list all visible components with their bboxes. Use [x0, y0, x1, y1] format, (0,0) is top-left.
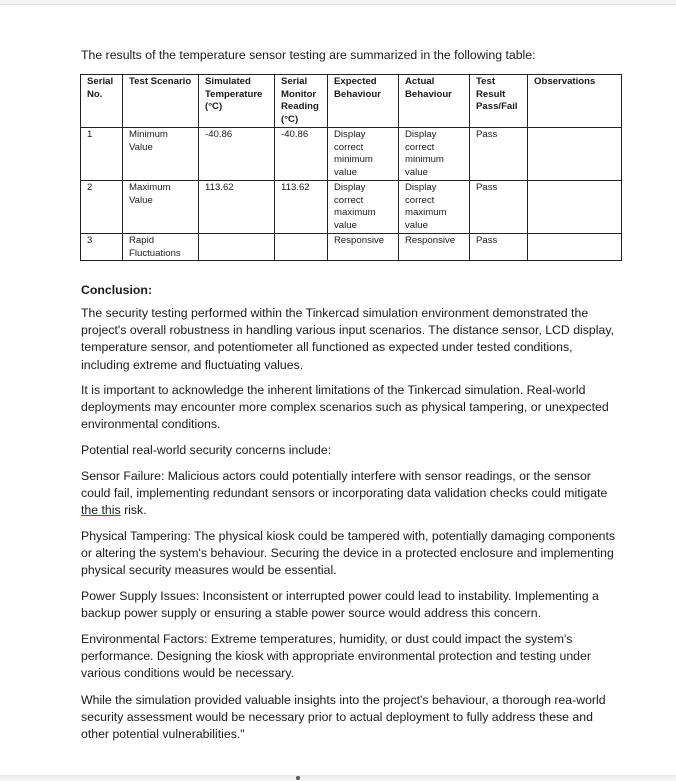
table-cell: Display correct maximum value	[328, 181, 399, 234]
header-expected-behaviour: Expected Behaviour	[328, 75, 399, 128]
table-row	[81, 234, 622, 261]
table-cell: Pass	[470, 181, 528, 234]
table-row	[81, 181, 622, 234]
conclusion-heading: Conclusion:	[81, 283, 153, 297]
header-test-scenario: Test Scenario	[123, 75, 199, 128]
table-cell: Rapid Fluctuations	[123, 234, 199, 261]
table-cell: 113.62	[199, 181, 275, 234]
sensor-failure-paragraph	[81, 468, 616, 520]
sensor-failure-text: Sensor Failure: Malicious actors could potentially interfere with sensor readings, or the sensor could fail, implementing redundant sensors or incorporating data validation checks could mitigate	[81, 469, 608, 501]
header-serial-monitor-reading: Serial Monitor Reading (°C)	[275, 75, 328, 128]
table-header-row	[81, 75, 622, 128]
table-cell: 3	[81, 234, 123, 261]
results-table	[80, 74, 622, 261]
table-cell	[528, 181, 622, 234]
table-cell: 2	[81, 181, 123, 234]
header-serial-no: Serial No.	[81, 75, 123, 128]
intro-text: The results of the temperature sensor testing are summarized in the following table:	[81, 48, 536, 62]
conclusion-paragraph-1: The security testing performed within the Tinkercad simulation environment demonstrated the project's overall robustness in handling various input scenarios. The distance sensor, LCD display, temperature sensor, and potentiometer all functioned as expected under tested conditions, including extreme and fluctuating values.	[81, 306, 614, 372]
table-cell: Responsive	[399, 234, 470, 261]
table-cell: Pass	[470, 234, 528, 261]
conclusion-paragraph-2: It is important to acknowledge the inherent limitations of the Tinkercad simulation. Real-world deployments may encounter more complex scenarios such as physical tampering, or unexpected environmental conditions.	[81, 383, 609, 432]
header-simulated-temperature: Simulated Temperature (°C)	[199, 75, 275, 128]
table-cell: 1	[81, 128, 123, 181]
environmental-factors-paragraph: Environmental Factors: Extreme temperatures, humidity, or dust could impact the system's performance. Designing the kiosk with appropriate environmental protection and testing under various conditions would be necessary.	[81, 632, 591, 681]
document-page	[0, 4, 676, 775]
table-cell: Display correct minimum value	[328, 128, 399, 181]
table-cell: 113.62	[275, 181, 328, 234]
table-cell	[275, 234, 328, 261]
table-cell: -40.86	[199, 128, 275, 181]
table-cell	[199, 234, 275, 261]
header-test-result: Test Result Pass/Fail	[470, 75, 528, 128]
table-cell: -40.86	[275, 128, 328, 181]
cursor-indicator	[296, 776, 300, 780]
header-actual-behaviour: Actual Behaviour	[399, 75, 470, 128]
conclusion-paragraph-3: Potential real-world security concerns include:	[81, 443, 332, 457]
underlined-phrase[interactable]: the this	[81, 503, 121, 518]
table-row	[81, 128, 622, 181]
sensor-failure-text-end: risk.	[120, 503, 147, 518]
table-cell: Display correct maximum value	[399, 181, 470, 234]
power-supply-paragraph: Power Supply Issues: Inconsistent or interrupted power could lead to instability. Implementing a backup power supply or ensuring a stable power source would address this concern.	[81, 589, 599, 621]
physical-tampering-paragraph: Physical Tampering: The physical kiosk could be tampered with, potentially damaging components or altering the system's behaviour. Securing the device in a protected enclosure and implementing physical security measures would be essential.	[81, 529, 616, 578]
table-cell	[528, 234, 622, 261]
closing-paragraph: While the simulation provided valuable insights into the project's behaviour, a thorough rea-world security assessment would be necessary prior to actual deployment to fully address these and other potential vulnerabilities."	[81, 693, 606, 742]
table-cell: Minimum Value	[123, 128, 199, 181]
table-cell: Display correct minimum value	[399, 128, 470, 181]
header-observations: Observations	[528, 75, 622, 128]
table-cell: Pass	[470, 128, 528, 181]
table-cell	[528, 128, 622, 181]
table-cell: Responsive	[328, 234, 399, 261]
table-cell: Maximum Value	[123, 181, 199, 234]
